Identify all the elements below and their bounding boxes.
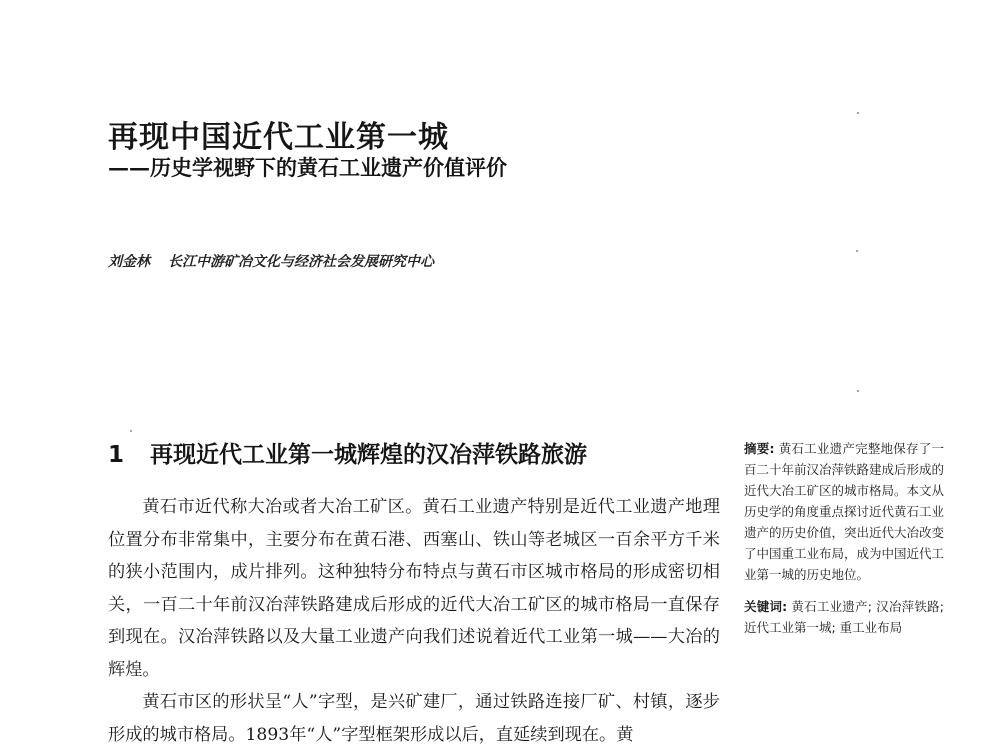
- author-name: 刘金林: [108, 254, 150, 270]
- abstract-label: 摘要:: [744, 441, 775, 456]
- abstract: [744, 438, 944, 585]
- scan-speck: [857, 390, 859, 392]
- section-title: 再现近代工业第一城辉煌的汉冶萍铁路旅游: [150, 442, 587, 468]
- byline: [108, 251, 434, 271]
- scan-speck: [130, 430, 132, 432]
- section-number: 1: [108, 442, 125, 468]
- keywords-label: 关键词:: [744, 599, 788, 614]
- article-title: 再现中国近代工业第一城: [108, 120, 449, 155]
- sidebar-abstract: [744, 438, 944, 638]
- body-paragraph: 黄石市区的形状呈“人”字型，是兴矿建厂，通过铁路连接厂矿、村镇，逐步形成的城市格局。1893年“人”字型框架形成以后，直延续到现在。黄: [108, 692, 720, 745]
- body-paragraph: 黄石市近代称大冶或者大冶工矿区。黄石工业遗产特别是近代工业遗产地理位置分布非常集中，主要分布在黄石港、西塞山、铁山等老城区一百余平方千米的狭小范围内，成片排列。这种独特分布特点与黄石市区城市格局的形成密切相关，一百二十年前汉冶萍铁路建成后形成的近代大冶工矿区的城市格局一直保存到现在。汉冶萍铁路以及大量工业遗产向我们述说着近代工业第一城——大冶的辉煌。: [108, 497, 720, 680]
- abstract-text: 黄石工业遗产完整地保存了一百二十年前汉冶萍铁路建成后形成的近代大冶工矿区的城市格局。本文从历史学的角度重点探讨近代黄石工业遗产的历史价值，突出近代大冶改变了中国重工业布局，成为中国近代工业第一城的历史地位。: [744, 441, 945, 582]
- author-affiliation: 长江中游矿冶文化与经济社会发展研究中心: [168, 254, 434, 270]
- section-heading: [108, 436, 587, 469]
- article-subtitle: ——历史学视野下的黄石工业遗产价值评价: [108, 155, 507, 180]
- body-text: [108, 491, 720, 751]
- keywords-text: 黄石工业遗产; 汉冶萍铁路; 近代工业第一城; 重工业布局: [744, 599, 944, 635]
- keywords: [744, 596, 944, 638]
- scan-speck: [856, 250, 858, 252]
- scan-speck: [857, 112, 859, 114]
